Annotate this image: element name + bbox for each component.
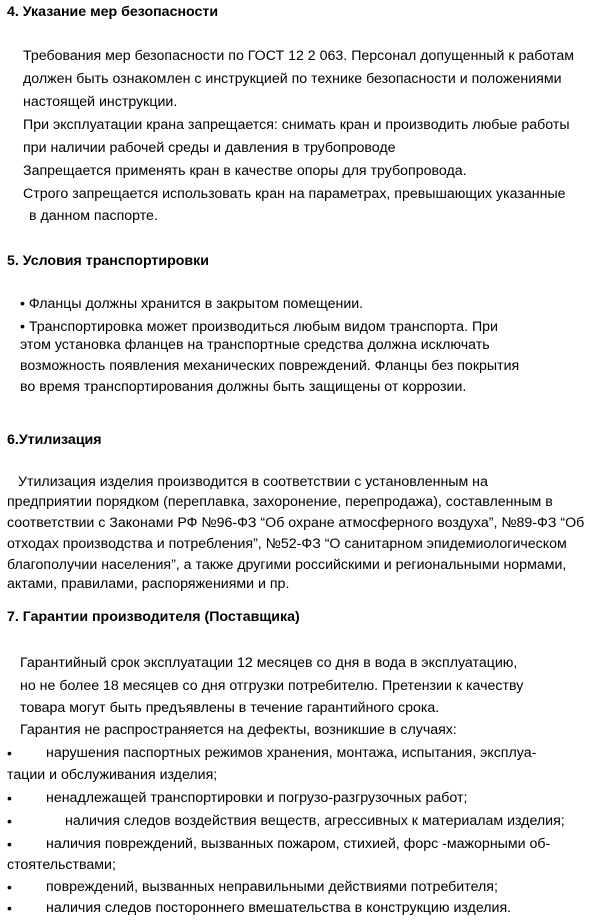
s7-line-3: товара могут быть предъявлены в течение гарантийного срока. <box>20 700 440 716</box>
s4-line-6: Запрещается применять кран в качестве опоры для трубопровода. <box>23 163 467 179</box>
s6-line-1: Утилизация изделия производится в соответствии с установленным на <box>18 474 488 490</box>
bullet-icon: • <box>7 836 12 852</box>
s7-bullet-1-cont: тации и обслуживания изделия; <box>7 767 218 783</box>
s5-line-1: • Фланцы должны хранится в закрытом помещении. <box>20 296 364 312</box>
bullet-icon: • <box>7 813 12 829</box>
bullet-icon: • <box>7 900 12 916</box>
s7-line-1: Гарантийный срок эксплуатации 12 месяцев со дня в вода в эксплуатацию, <box>20 655 518 671</box>
s4-line-2: должен быть ознакомлен с инструкцией по технике безопасности и положениями <box>23 71 562 87</box>
bullet-icon: • <box>7 879 12 895</box>
s6-line-5: благополучии населения”, а также другими российскими и региональными нормами, <box>7 557 567 573</box>
s7-bullet-1: нарушения паспортных режимов хранения, монтажа, испытания, эксплуа- <box>46 745 537 761</box>
s5-line-2: • Транспортировка может производиться любым видом транспорта. При <box>20 319 498 335</box>
s4-line-1: Требования мер безопасности по ГОСТ 12 2 063. Персонал допущенный к работам <box>23 48 574 64</box>
s4-line-7: Строго запрещается использовать кран на параметрах, превышающих указанные <box>23 186 566 202</box>
s5-line-3: этом установка фланцев на транспортные средства должна исключать <box>20 337 490 353</box>
s7-line-4: Гарантия не распространяется на дефекты, возникшие в случаях: <box>20 722 457 738</box>
s7-bullet-5: повреждений, вызванных неправильными действиями потребителя; <box>46 879 498 895</box>
s7-bullet-4: наличия повреждений, вызванных пожаром, стихией, форс -мажорными об- <box>46 836 551 852</box>
bullet-icon: • <box>7 790 12 806</box>
section-4-title: 4. Указание мер безопасности <box>7 4 219 20</box>
s4-line-8: в данном паспорте. <box>29 208 158 224</box>
s5-line-4: возможность появления механических повреждений. Фланцы без покрытия <box>20 358 520 374</box>
s7-bullet-4-cont: стоятельствами; <box>7 857 116 873</box>
s6-line-2: предприятии порядком (переплавка, захоронение, перепродажа), составленным в <box>7 494 553 510</box>
section-5-title: 5. Условия транспортировки <box>7 253 209 269</box>
bullet-icon: • <box>7 745 12 761</box>
s6-line-6: актами, правилами, распоряжениями и пр. <box>7 576 290 592</box>
s7-bullet-6: наличия следов постороннего вмешательства в конструкцию изделия. <box>46 900 512 916</box>
section-6-title: 6.Утилизация <box>7 432 102 448</box>
section-7-title: 7. Гарантии производителя (Поставщика) <box>7 609 300 625</box>
s4-line-5: при наличии рабочей среды и давления в трубопроводе <box>23 140 396 156</box>
s4-line-4: При эксплуатации крана запрещается: снимать кран и производить любые работы <box>23 117 570 133</box>
s6-line-3: соответствии с Законами РФ №96-ФЗ “Об охране атмосферного воздуха”, №89-ФЗ “Об <box>7 515 585 531</box>
s7-bullet-3: наличия следов воздействия веществ, агрессивных к материалам изделия; <box>65 813 565 829</box>
s4-line-3: настоящей инструкции. <box>23 94 178 110</box>
s6-line-4: отходах производства и потребления”, №52-ФЗ “О санитарном эпидемиологическом <box>7 536 567 552</box>
s5-line-5: во время транспортирования должны быть защищены от коррозии. <box>20 379 467 395</box>
s7-line-2: но не более 18 месяцев со дня отгрузки потребителю. Претензии к качеству <box>20 678 524 694</box>
s7-bullet-2: ненадлежащей транспортировки и погрузо-разгрузочных работ; <box>46 790 468 806</box>
